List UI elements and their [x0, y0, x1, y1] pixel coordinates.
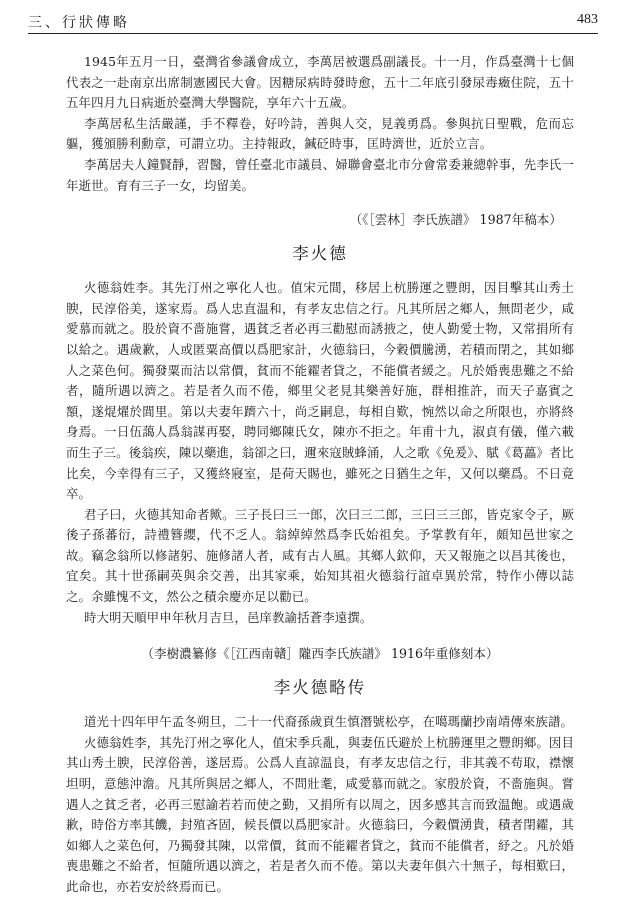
- section-title: 李火德: [292, 244, 348, 264]
- source-citation: （《［雲林］李氏族譜》 1987年稿本）: [349, 212, 562, 228]
- header-rule: [28, 33, 598, 34]
- paragraph: 君子曰，火德其知命者歟。三子長曰三一郎，次曰三二郎，三曰三三郎，皆克家令子，厥後子孫蕃衍，詩禮簪纓，代不乏人。翁綽綽然爲李氏始祖矣。予掌教有年，頗知邑世家之故。竊念翁所以修諸躬、施修諸人者，咸有古人風。其鄉人欽仰，天又報施之以昌其後也，宜矣。其十世孫嗣英與余交善，出其家乘，始知其祖火德翁行誼卓異於常，特作小傳以誌之。余雖愧不文，然公之積余慶亦足以勸已。: [66, 506, 574, 605]
- section-title: 李火德略传: [273, 678, 367, 698]
- running-head: 三、行狀傳略: [28, 15, 130, 31]
- page-body: [66, 52, 574, 898]
- paragraph: 李萬居夫人鐘賢靜，習醫，曾任臺北市議員、婦聯會臺北市分會常委兼總幹事，先李氏一年逝世。育有三子一女，均留美。: [66, 156, 574, 193]
- paragraph: 道光十四年甲午孟冬朔旦，二十一代裔孫歲貢生慎潛號松亭，在噶瑪蘭抄南靖傳來族譜。: [83, 714, 574, 730]
- source-citation: （李樹濃纂修《［江西南贛］隴西李氏族譜》 1916年重修刻本）: [141, 646, 499, 662]
- page-header: [28, 8, 598, 34]
- paragraph: 火德翁姓李，其先汀州之寧化人，值宋季兵亂，與妻伍氏避於上杭勝運里之豐朗鄉。因目其山秀土腴，民淳俗善，遂居焉。公爲人直諒温良，有孝友忠信之行，非其義不苟取，襟懷坦明，意態沖澹。凡其所與居之鄉人，不問壯耄，咸愛慕而就之。家殷於資，不嗇施與。嘗遇人之貧乏者，必再三慰諭若若而使之勤，又捐所有以周之，因多感其言而致温飽。或遇歲歉，時俗方率其饑，封殖吝固，候長價以爲肥家計。火德翁曰，今穀價湧貴，積者閉糴，其如鄉人之菜色何，乃獨發其陳，以常價，貧而不能糴者貸之，貧而不能償者，紓之。凡於婚喪患難之不給者，恒隨所遇以濟之，若是者久而不倦。第以夫妻年俱六十無子，每相歎曰，此命也，亦若安於終焉而已。: [66, 734, 574, 894]
- page-number: 483: [577, 12, 598, 27]
- paragraph: 1945年五月一日，臺灣省參議會成立，李萬居被選爲副議長。十一月，作爲臺灣十七個代表之一赴南京出席制憲國民大會。因糖尿病時發時愈，五十二年底引發尿毒癥住院，五十五年四月九日病逝於臺灣大學醫院，享年六十五歲。: [66, 54, 574, 111]
- paragraph: 火德翁姓李。其先汀州之寧化人也。值宋元間，移居上杭勝運之豐朗，因目擊其山秀土腴，民淳俗美，遂家焉。爲人忠直温和，有孝友忠信之行。凡其所居之鄉人，無問老少，咸愛慕而就之。股於資不嗇施嘗，遇貧乏者必再三勸慰而誘掖之，使人勤愛士物，又常捐所有以給之。遇歲歉，人或匿粟高價以爲肥家計，火德翁曰，今穀價騰湧，若積而閉之，其如鄉人之菜色何。獨發粟而沽以常價，貧而不能糴者貸之，不能償者緩之。凡於婚喪患難之不給者，隨所遇以濟之。若是者久而不倦，鄉里父老見其樂善好施，群相推許，而天子嘉賓之額，遂焜燿於閭里。第以夫妻年躋六十，尚乏嗣息，每相自歎，惋然以命之所限也，亦將終身焉。一日伍藹人爲翁謀再娶，聘同鄉陳氏女，陳亦不拒之。年甫十九，淑貞有儀，僅六載而生子三。後翁疾，陳以藥進，翁卻之曰，邇來寇賊蜂涌，人之歌《免爰》、賦《葛藟》者比比矣，今幸得有三子，又獲終寢室，是荷天賜也，雖死之日猶生之年，又何以藥爲。不日竟卒。: [66, 280, 574, 502]
- paragraph: 李萬居私生活嚴謹，手不釋卷，好吟詩，善與人交，見義勇爲。參與抗日聖戰，危而忘軀，獲頒勝利勳章，可謂立功。主持報政，鍼砭時事，匡時濟世，近於立言。: [66, 115, 574, 152]
- paragraph: 時大明天順甲申年秋月吉旦，邑庠教諭括蒼李遠撰。: [83, 609, 373, 625]
